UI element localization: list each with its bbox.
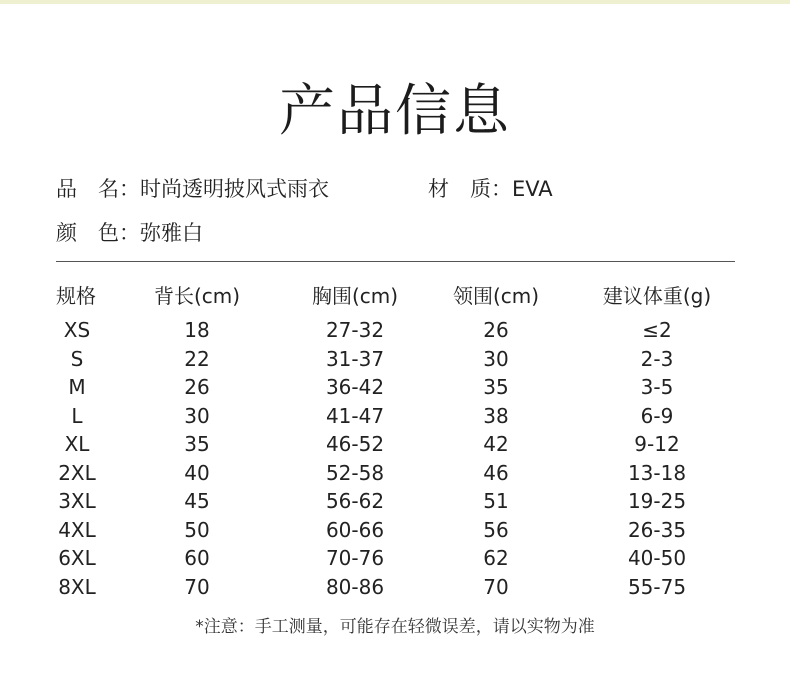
cell-chest: 46-52	[325, 432, 385, 457]
material-value: EVA	[512, 177, 553, 201]
cell-weight: 6-9	[640, 403, 674, 428]
product-name-value: 时尚透明披风式雨衣	[140, 177, 329, 201]
cell-size: 6XL	[58, 546, 96, 571]
cell-neck: 26	[483, 318, 509, 343]
color-label: 颜 色：	[56, 221, 140, 245]
table-row	[40, 487, 740, 516]
table-row	[40, 516, 740, 545]
cell-chest: 70-76	[325, 546, 385, 571]
cell-back-length: 40	[184, 460, 210, 485]
cell-back-length: 50	[184, 517, 210, 542]
cell-back-length: 35	[184, 432, 210, 457]
table-row	[40, 316, 740, 345]
cell-size: 2XL	[58, 460, 96, 485]
measurement-note: *注意：手工测量，可能存在轻微误差，请以实物为准	[195, 617, 595, 637]
cell-neck: 30	[483, 346, 509, 371]
cell-back-length: 22	[184, 346, 210, 371]
cell-size: 3XL	[58, 489, 96, 514]
table-row	[40, 459, 740, 488]
cell-neck: 51	[483, 489, 509, 514]
cell-size: XL	[64, 432, 90, 457]
cell-back-length: 70	[184, 574, 210, 599]
table-header-row	[40, 278, 740, 316]
cell-size: XS	[63, 318, 91, 343]
cell-chest: 56-62	[325, 489, 385, 514]
cell-weight: 26-35	[627, 517, 687, 542]
cell-back-length: 26	[184, 375, 210, 400]
table-row	[40, 430, 740, 459]
cell-size: 8XL	[58, 574, 96, 599]
cell-weight: 19-25	[627, 489, 687, 514]
product-name-label: 品 名：	[56, 177, 140, 201]
table-row	[40, 573, 740, 602]
cell-back-length: 60	[184, 546, 210, 571]
size-table	[40, 278, 740, 601]
header-neck: 领围(cm)	[452, 283, 540, 308]
cell-chest: 80-86	[325, 574, 385, 599]
cell-weight: 13-18	[627, 460, 687, 485]
cell-neck: 35	[483, 375, 509, 400]
cell-size: M	[68, 375, 86, 400]
color-row	[56, 218, 203, 248]
cell-neck: 42	[483, 432, 509, 457]
page-title: 产品信息	[279, 79, 511, 144]
cell-size: 4XL	[58, 517, 96, 542]
table-row	[40, 402, 740, 431]
cell-back-length: 18	[184, 318, 210, 343]
header-weight: 建议体重(g)	[602, 283, 712, 308]
material-row	[428, 174, 553, 204]
material-label: 材 质：	[428, 177, 512, 201]
cell-weight: 40-50	[627, 546, 687, 571]
color-value: 弥雅白	[140, 221, 203, 245]
cell-neck: 56	[483, 517, 509, 542]
header-back-length: 背长(cm)	[153, 283, 241, 308]
cell-neck: 62	[483, 546, 509, 571]
cell-weight: ≤2	[642, 318, 672, 343]
section-divider	[56, 261, 735, 262]
cell-neck: 38	[483, 403, 509, 428]
cell-size: L	[71, 403, 83, 428]
cell-back-length: 30	[184, 403, 210, 428]
cell-weight: 3-5	[640, 375, 674, 400]
cell-chest: 27-32	[325, 318, 385, 343]
cell-chest: 41-47	[325, 403, 385, 428]
cell-chest: 52-58	[325, 460, 385, 485]
cell-weight: 2-3	[640, 346, 674, 371]
cell-chest: 31-37	[325, 346, 385, 371]
cell-back-length: 45	[184, 489, 210, 514]
cell-neck: 70	[483, 574, 509, 599]
cell-size: S	[70, 346, 84, 371]
cell-weight: 55-75	[627, 574, 687, 599]
table-row	[40, 345, 740, 374]
cell-chest: 60-66	[325, 517, 385, 542]
table-row	[40, 544, 740, 573]
product-name-row	[56, 174, 329, 204]
header-chest: 胸围(cm)	[311, 283, 399, 308]
top-accent-band	[0, 0, 790, 4]
cell-neck: 46	[483, 460, 509, 485]
cell-weight: 9-12	[634, 432, 680, 457]
header-size: 规格	[56, 283, 96, 308]
table-row	[40, 373, 740, 402]
cell-chest: 36-42	[325, 375, 385, 400]
